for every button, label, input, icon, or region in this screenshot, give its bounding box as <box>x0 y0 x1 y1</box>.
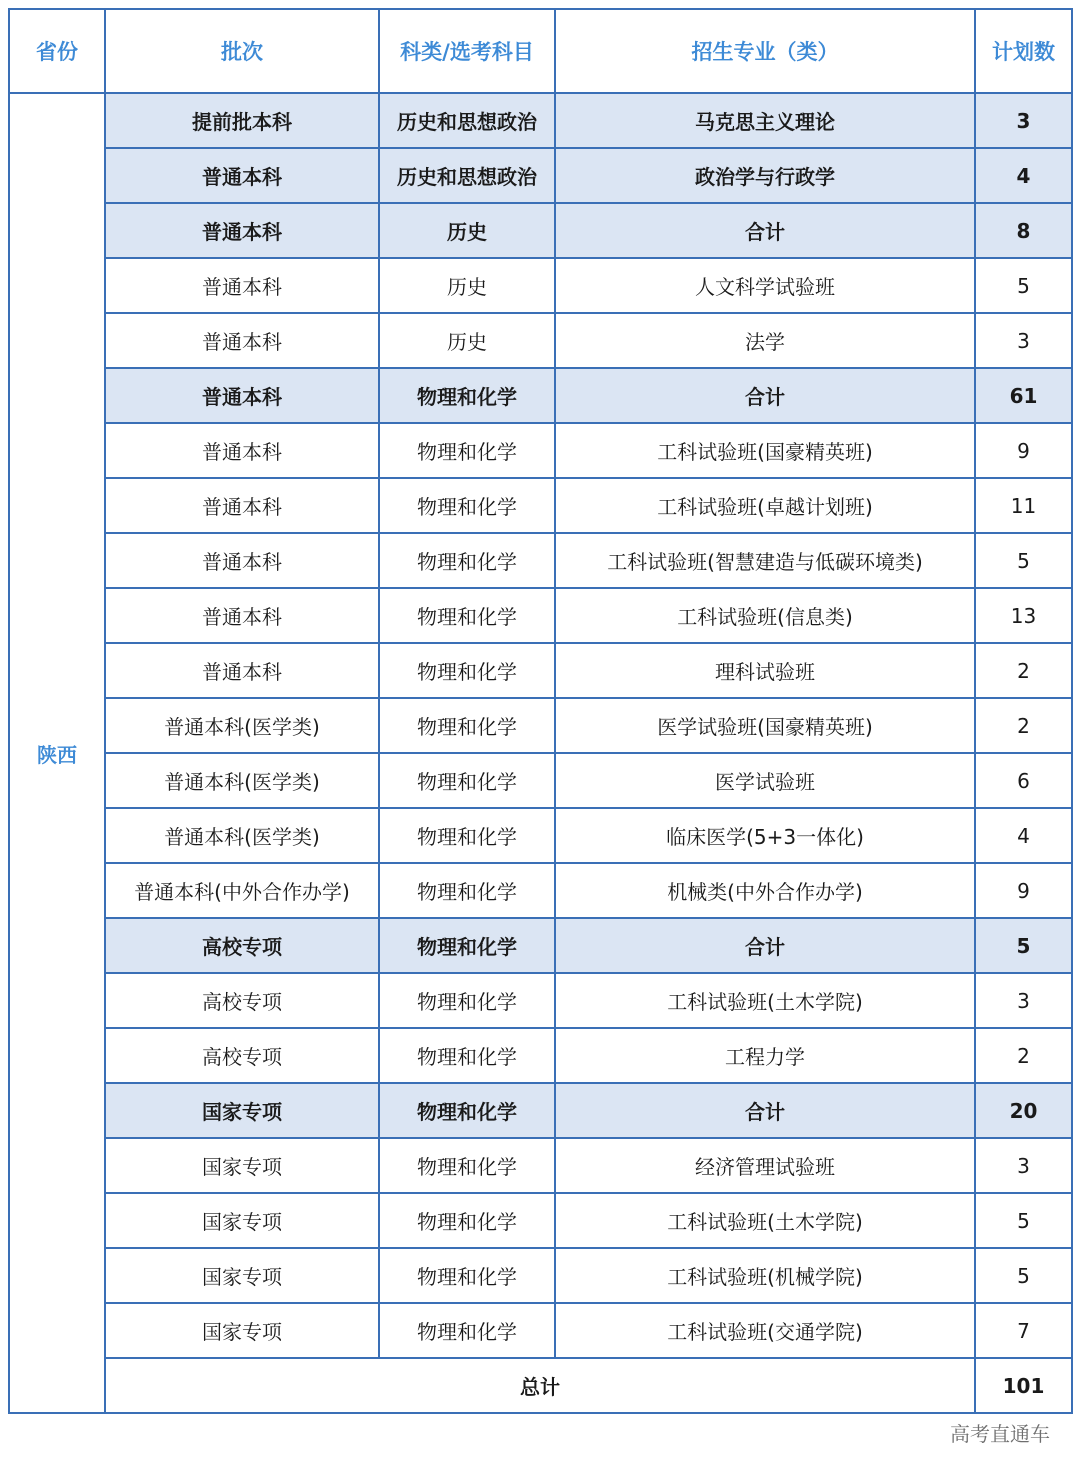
major-cell: 工科试验班(交通学院) <box>555 1303 975 1358</box>
subject-cell: 物理和化学 <box>379 1303 555 1358</box>
major-cell: 医学试验班(国豪精英班) <box>555 698 975 753</box>
plan-cell: 7 <box>975 1303 1072 1358</box>
plan-cell: 9 <box>975 863 1072 918</box>
subject-cell: 物理和化学 <box>379 588 555 643</box>
table-row <box>9 313 1072 368</box>
batch-cell: 国家专项 <box>105 1138 379 1193</box>
table-row <box>9 753 1072 808</box>
table-row <box>9 643 1072 698</box>
plan-cell: 4 <box>975 808 1072 863</box>
subject-cell: 历史和思想政治 <box>379 148 555 203</box>
subject-cell: 物理和化学 <box>379 533 555 588</box>
batch-cell: 普通本科(医学类) <box>105 753 379 808</box>
major-cell: 工科试验班(信息类) <box>555 588 975 643</box>
batch-cell: 国家专项 <box>105 1083 379 1138</box>
batch-cell: 普通本科 <box>105 533 379 588</box>
batch-cell: 高校专项 <box>105 918 379 973</box>
table-row <box>9 698 1072 753</box>
table-row <box>9 423 1072 478</box>
batch-cell: 普通本科(医学类) <box>105 808 379 863</box>
major-cell: 医学试验班 <box>555 753 975 808</box>
table-row <box>9 973 1072 1028</box>
table-row <box>9 258 1072 313</box>
subject-cell: 物理和化学 <box>379 698 555 753</box>
plan-cell: 6 <box>975 753 1072 808</box>
batch-cell: 普通本科 <box>105 368 379 423</box>
batch-cell: 普通本科 <box>105 148 379 203</box>
plan-cell: 5 <box>975 258 1072 313</box>
subject-cell: 历史 <box>379 258 555 313</box>
major-cell: 工科试验班(机械学院) <box>555 1248 975 1303</box>
batch-cell: 国家专项 <box>105 1248 379 1303</box>
header-province: 省份 <box>9 9 105 93</box>
batch-cell: 普通本科 <box>105 643 379 698</box>
plan-cell: 8 <box>975 203 1072 258</box>
plan-cell: 5 <box>975 918 1072 973</box>
plan-cell: 61 <box>975 368 1072 423</box>
major-cell: 马克思主义理论 <box>555 93 975 148</box>
subject-cell: 物理和化学 <box>379 643 555 698</box>
table-row <box>9 1303 1072 1358</box>
major-cell: 法学 <box>555 313 975 368</box>
table-row <box>9 1138 1072 1193</box>
total-label: 总计 <box>105 1358 975 1413</box>
table-row <box>9 588 1072 643</box>
major-cell: 工科试验班(智慧建造与低碳环境类) <box>555 533 975 588</box>
plan-cell: 5 <box>975 533 1072 588</box>
subject-cell: 物理和化学 <box>379 1248 555 1303</box>
major-cell: 工科试验班(国豪精英班) <box>555 423 975 478</box>
batch-cell: 普通本科 <box>105 313 379 368</box>
subject-cell: 物理和化学 <box>379 1028 555 1083</box>
subtotal-row <box>9 148 1072 203</box>
table-row <box>9 478 1072 533</box>
enrollment-plan-table <box>8 8 1073 1414</box>
batch-cell: 普通本科 <box>105 588 379 643</box>
plan-cell: 3 <box>975 93 1072 148</box>
plan-cell: 5 <box>975 1193 1072 1248</box>
table-row <box>9 1028 1072 1083</box>
subject-cell: 物理和化学 <box>379 808 555 863</box>
subtotal-row <box>9 1083 1072 1138</box>
major-cell: 人文科学试验班 <box>555 258 975 313</box>
plan-cell: 11 <box>975 478 1072 533</box>
major-cell: 合计 <box>555 1083 975 1138</box>
major-cell: 理科试验班 <box>555 643 975 698</box>
batch-cell: 普通本科 <box>105 203 379 258</box>
subtotal-row <box>9 203 1072 258</box>
province-cell: 陕西 <box>9 93 105 1413</box>
table-row <box>9 1193 1072 1248</box>
subject-cell: 历史 <box>379 203 555 258</box>
subject-cell: 物理和化学 <box>379 1138 555 1193</box>
plan-cell: 2 <box>975 1028 1072 1083</box>
batch-cell: 国家专项 <box>105 1303 379 1358</box>
subject-cell: 物理和化学 <box>379 753 555 808</box>
plan-cell: 9 <box>975 423 1072 478</box>
subject-cell: 物理和化学 <box>379 478 555 533</box>
header-plan: 计划数 <box>975 9 1072 93</box>
major-cell: 政治学与行政学 <box>555 148 975 203</box>
plan-cell: 3 <box>975 313 1072 368</box>
subject-cell: 历史 <box>379 313 555 368</box>
batch-cell: 国家专项 <box>105 1193 379 1248</box>
batch-cell: 普通本科 <box>105 423 379 478</box>
major-cell: 机械类(中外合作办学) <box>555 863 975 918</box>
major-cell: 临床医学(5+3一体化) <box>555 808 975 863</box>
major-cell: 合计 <box>555 368 975 423</box>
plan-cell: 13 <box>975 588 1072 643</box>
plan-cell: 4 <box>975 148 1072 203</box>
table-row <box>9 533 1072 588</box>
subject-cell: 历史和思想政治 <box>379 93 555 148</box>
plan-cell: 2 <box>975 698 1072 753</box>
subtotal-row <box>9 368 1072 423</box>
table-row <box>9 808 1072 863</box>
subject-cell: 物理和化学 <box>379 423 555 478</box>
batch-cell: 普通本科(中外合作办学) <box>105 863 379 918</box>
total-value: 101 <box>975 1358 1072 1413</box>
subject-cell: 物理和化学 <box>379 863 555 918</box>
batch-cell: 高校专项 <box>105 973 379 1028</box>
table-row <box>9 863 1072 918</box>
subtotal-row <box>9 93 1072 148</box>
subtotal-row <box>9 918 1072 973</box>
plan-cell: 3 <box>975 973 1072 1028</box>
subject-cell: 物理和化学 <box>379 368 555 423</box>
major-cell: 工科试验班(土木学院) <box>555 1193 975 1248</box>
major-cell: 合计 <box>555 918 975 973</box>
batch-cell: 普通本科 <box>105 478 379 533</box>
major-cell: 工程力学 <box>555 1028 975 1083</box>
table-body <box>9 93 1072 1413</box>
subject-cell: 物理和化学 <box>379 1083 555 1138</box>
header-subject: 科类/选考科目 <box>379 9 555 93</box>
subject-cell: 物理和化学 <box>379 973 555 1028</box>
header-batch: 批次 <box>105 9 379 93</box>
plan-cell: 2 <box>975 643 1072 698</box>
header-row <box>9 9 1072 93</box>
major-cell: 工科试验班(卓越计划班) <box>555 478 975 533</box>
plan-cell: 3 <box>975 1138 1072 1193</box>
subject-cell: 物理和化学 <box>379 1193 555 1248</box>
batch-cell: 普通本科 <box>105 258 379 313</box>
major-cell: 合计 <box>555 203 975 258</box>
total-row <box>9 1358 1072 1413</box>
major-cell: 经济管理试验班 <box>555 1138 975 1193</box>
batch-cell: 普通本科(医学类) <box>105 698 379 753</box>
major-cell: 工科试验班(土木学院) <box>555 973 975 1028</box>
watermark-text: 高考直通车 <box>950 1422 1050 1446</box>
header-major: 招生专业（类） <box>555 9 975 93</box>
plan-cell: 20 <box>975 1083 1072 1138</box>
subject-cell: 物理和化学 <box>379 918 555 973</box>
batch-cell: 提前批本科 <box>105 93 379 148</box>
plan-cell: 5 <box>975 1248 1072 1303</box>
table-row <box>9 1248 1072 1303</box>
batch-cell: 高校专项 <box>105 1028 379 1083</box>
